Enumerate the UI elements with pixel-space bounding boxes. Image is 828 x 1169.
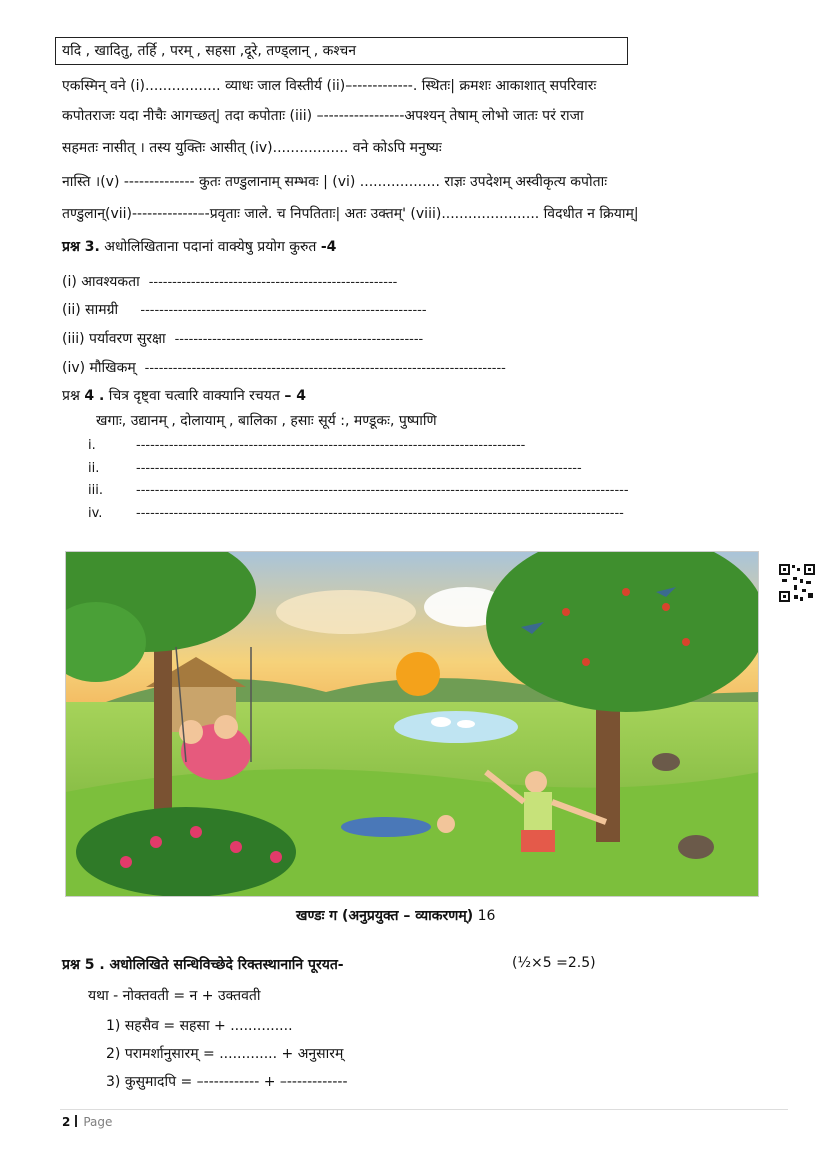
swan bbox=[431, 717, 451, 727]
word-bank-box bbox=[55, 37, 628, 65]
q4-line-3: iii. --------------------------------------------------------------------------------------------------------- bbox=[88, 483, 629, 498]
q5-item-1: 1) सहसैव = सहसा + .............. bbox=[106, 1018, 293, 1034]
q5-example: यथा - नोक्तवती = न + उक्तवती bbox=[88, 988, 261, 1004]
q4-line-4: iv. -------------------------------------------------------------------------------------------------------- bbox=[88, 506, 624, 521]
passage-line-5: तण्डुलान्(vii)-------------–-प्रवृताः जाले. च निपतिताः| अतः उक्तम्' (viii)...................... विदधीत न क्रियाम्| bbox=[62, 206, 639, 222]
q3-item-3: (iii) पर्यावरण सुरक्षा ----------------------------------------------------- bbox=[62, 331, 424, 347]
question-5-title: प्रश्न 5 . अधोलिखिते सन्धिविच्छेदे रिक्तस्थानानि पूरयत- bbox=[62, 957, 344, 973]
page-number: 2 bbox=[62, 1115, 71, 1129]
qr-code bbox=[778, 563, 816, 603]
boy-pushups bbox=[341, 817, 431, 837]
question-3-title: प्रश्न 3. अधोलिखिताना पदानां वाक्येषु प्रयोग कुरुत -4 bbox=[62, 239, 337, 255]
passage-line-3: सहमतः नासीत् । तस्य युक्तिः आसीत् (iv)................. वने कोऽपि मनुष्यः bbox=[62, 140, 442, 156]
swan bbox=[457, 720, 475, 728]
passage-line-1: एकस्मिन् वने (i)................. व्याधः जाल विस्तीर्य (ii)–------------. स्थितः| क्रमशः आकाशात् सपरिवारः bbox=[62, 78, 597, 94]
footer-divider bbox=[60, 1109, 788, 1110]
sun bbox=[396, 652, 440, 696]
squirrel bbox=[652, 753, 680, 771]
q5-item-2: 2) परामर्शानुसारम् = ............. + अनुसारम् bbox=[106, 1046, 344, 1062]
q4-word-list: खगाः, उद्यानम् , दोलायाम् , बालिका , हसाः सूर्य :, मण्डूकः, पुष्पाणि bbox=[96, 413, 437, 429]
q4-line-1: i. ----------------------------------------------------------------------------------- bbox=[88, 438, 526, 453]
q3-item-4: (iv) मौखिकम् ----------------------------------------------------------------------------- bbox=[62, 360, 506, 376]
page-word: Page bbox=[83, 1115, 113, 1129]
q3-item-2: (ii) सामग्री ------------------------------------------------------------- bbox=[62, 302, 427, 318]
question-5-marks: (½×5 =2.5) bbox=[512, 955, 596, 971]
boy-exercising bbox=[525, 771, 547, 793]
passage-line-2: कपोतराजः यदा नीचैः आगच्छत्| तदा कपोताः (iii) –----------------अपश्यन् तेषाम् लोभो जातः परं राजा bbox=[62, 108, 584, 124]
q5-item-3: 3) कुसुमादपि = –----------- + –------------ bbox=[106, 1074, 348, 1090]
flower-bush bbox=[76, 807, 296, 897]
cloud bbox=[276, 590, 416, 634]
question-4-title: प्रश्न 4 . चित्र दृष्ट्वा चत्वारि वाक्यानि रचयत – 4 bbox=[62, 388, 306, 404]
section-heading: खण्डः ग (अनुप्रयुक्त – व्याकरणम्) 16 bbox=[296, 908, 496, 924]
word-bank-text: यदि , खादितु, तर्हि , परम् , सहसा ,दूरे, तण्ड्लान् , कश्चन bbox=[62, 43, 357, 59]
pond bbox=[394, 711, 518, 743]
passage-line-4: नास्ति ।(v) -------------- कुतः तण्डुलानाम् सम्भवः | (vi) .................. राज्ञः उपदेशम् अस्वीकृत्य कपोताः bbox=[62, 174, 608, 190]
squirrel bbox=[678, 835, 714, 859]
q4-line-2: ii. ----------------------------------------------------------------------------------------------- bbox=[88, 461, 582, 476]
park-illustration bbox=[65, 551, 759, 897]
page-footer bbox=[62, 1115, 112, 1129]
q3-item-1: (i) आवश्यकता ----------------------------------------------------- bbox=[62, 274, 398, 290]
